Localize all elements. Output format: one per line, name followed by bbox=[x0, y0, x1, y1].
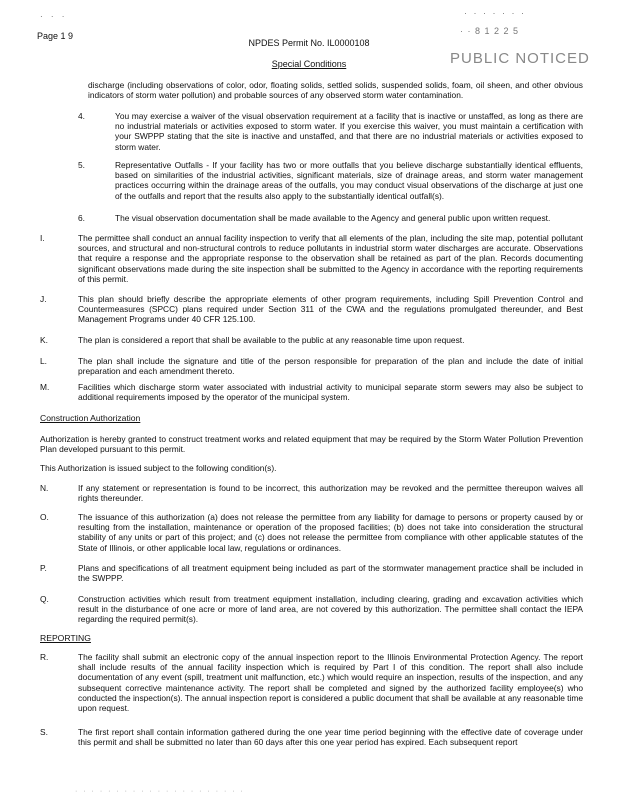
construction-heading: Construction Authorization bbox=[40, 413, 141, 423]
received-stamp: · · · · · · · bbox=[464, 8, 526, 18]
stamp-date: · · 8 1 2 2 5 bbox=[460, 26, 520, 36]
list-item-text: The plan is considered a report that shall be available to the public at any reasonable time upon request. bbox=[78, 335, 465, 345]
list-item-text: This plan should briefly describe the appropriate elements of other program requirements, including Spill Prevention Control and Countermeasures (SPCC) plans required under Section 311 of the CWA and the regulations promulgated thereunder, and Best Management Programs under 40 CFR 125.100. bbox=[78, 294, 583, 325]
list-item-label: J. bbox=[40, 294, 47, 304]
list-item-label: 5. bbox=[78, 160, 85, 170]
list-item-label: P. bbox=[40, 563, 47, 573]
list-item-label: R. bbox=[40, 652, 49, 662]
list-item-label: N. bbox=[40, 483, 49, 493]
list-item-label: K. bbox=[40, 335, 48, 345]
list-item-text: If any statement or representation is found to be incorrect, this authorization may be revoked and the permittee thereupon waives all rights thereunder. bbox=[78, 483, 583, 504]
list-item-label: S. bbox=[40, 727, 48, 737]
permit-title: NPDES Permit No. IL0000108 bbox=[248, 38, 370, 48]
list-item-text: Facilities which discharge storm water associated with industrial activity to municipal separate storm sewers may also be subject to additional requirements imposed by the operator of the municipal system. bbox=[78, 382, 583, 403]
list-item-text: The permittee shall conduct an annual facility inspection to verify that all elements of the plan, including the site map, potential pollutant sources, and structural and non-structural controls to reduce pollutants in industrial storm water discharges are accurate. Observations that require a response and the appropriate response to the observation shall be retained as part of the plan. Records documenting significant observations made during the site inspection shall be submitted to the Agency in accordance with the reporting requirements of this permit. bbox=[78, 233, 583, 284]
construction-intro: Authorization is hereby granted to construct treatment works and related equipment that may be required by the Storm Water Pollution Prevention Plan developed pursuant to this permit. bbox=[40, 434, 583, 455]
top-scan-marks: · · · bbox=[40, 12, 68, 21]
footer-scan-noise: · · · · · · · · · · · · · · · · · · · · · bbox=[75, 788, 245, 795]
list-item-text: The plan shall include the signature and title of the person responsible for preparation of the plan and include the date of initial preparation and each amendment thereto. bbox=[78, 356, 583, 377]
list-item-label: I. bbox=[40, 233, 45, 243]
list-item-text: The facility shall submit an electronic copy of the annual inspection report to the Illinois Environmental Protection Agency. The report shall include results of the annual facility inspection which is required by Part I of this condition. The report shall also include documentation of any event (spill, treatment unit malfunction, etc.) which would require an inspection, results of the inspection, and any subsequent corrective maintenance activity. The report shall be completed and signed by the authorized facility employee(s) who conducted the inspection(s). The annual inspection report is considered a public document that shall be available at any reasonable time upon request. bbox=[78, 652, 583, 714]
list-item-text: Representative Outfalls - If your facility has two or more outfalls that you believe discharge substantially identical effluents, based on similarities of the industrial activities, significant materials, size of drainage areas, and storm water management practices occurring within the drainage areas of the outfalls, you may conduct visual observations of the discharge at just one of the outfalls and report that the results also apply to the substantially identical outfall(s). bbox=[115, 160, 583, 201]
section-title: Special Conditions bbox=[271, 59, 347, 69]
list-item-label: M. bbox=[40, 382, 50, 392]
list-item-text: Construction activities which result from treatment equipment installation, including clearing, grading and excavation activities which result in the disturbance of one acre or more of land area, are not covered by this authorization. The permittee shall contact the IEPA regarding the required permit(s). bbox=[78, 594, 583, 625]
list-item-text: You may exercise a waiver of the visual observation requirement at a facility that is inactive or unstaffed, as long as there are no industrial materials or activities exposed to storm water. If you exercise this waiver, you must maintain a certification with your SWPPP stating that the site is inactive and unstaffed, and that there are no industrial materials or activities exposed to storm water. bbox=[115, 111, 583, 152]
list-item-text: The visual observation documentation shall be made available to the Agency and general public upon written request. bbox=[115, 213, 551, 223]
list-item-label: 6. bbox=[78, 213, 85, 223]
construction-subject: This Authorization is issued subject to the following condition(s). bbox=[40, 463, 277, 473]
continued-paragraph: discharge (including observations of color, odor, floating solids, settled solids, suspended solids, foam, oil sheen, and other obvious indicators of storm water pollution) and probable sources of any observed storm water contamination. bbox=[88, 80, 583, 101]
list-item-label: 4. bbox=[78, 111, 85, 121]
public-noticed-stamp: PUBLIC NOTICED bbox=[450, 50, 590, 67]
list-item-label: O. bbox=[40, 512, 49, 522]
list-item-text: The first report shall contain information gathered during the one year time period beginning with the effective date of coverage under this permit and shall be submitted no later than 60 days after this one year period has expired. Each subsequent report bbox=[78, 727, 583, 748]
list-item-text: Plans and specifications of all treatment equipment being included as part of the stormwater management practice shall be included in the SWPPP. bbox=[78, 563, 583, 584]
page-number: Page 1 9 bbox=[37, 31, 74, 41]
reporting-heading: REPORTING bbox=[40, 633, 91, 643]
list-item-label: Q. bbox=[40, 594, 49, 604]
list-item-label: L. bbox=[40, 356, 47, 366]
list-item-text: The issuance of this authorization (a) does not release the permittee from any liability for damage to persons or property caused by or resulting from the installation, maintenance or operation of the proposed facilities; (b) does not take into consideration the structural stability of any units or part of this project; and (c) does not release the permittee from compliance with other applicable statutes of the State of Illinois, or other applicable local law, regulations or ordinances. bbox=[78, 512, 583, 553]
